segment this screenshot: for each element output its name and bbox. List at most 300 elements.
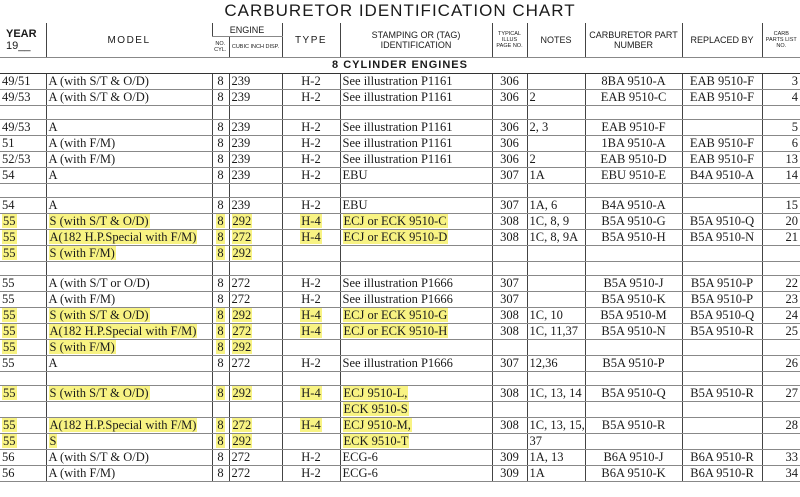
model-cell-text: A(182 H.P.Special with F/M) [49, 230, 197, 244]
cylinders-cell-text: 8 [217, 246, 224, 260]
cylinders-cell-text: 8 [217, 152, 224, 166]
model-cell [46, 214, 212, 230]
displacement-cell-text: 292 [232, 386, 252, 400]
displacement-cell-text: 272 [231, 450, 251, 464]
carb-part-cell-text: B5A 9510-G [601, 214, 666, 228]
year-cell [0, 74, 46, 90]
cylinders-cell-text: 8 [217, 386, 224, 400]
cylinders-cell-text: 8 [217, 198, 224, 212]
replaced-by-cell [682, 230, 762, 246]
year-cell-text: 54 [2, 168, 15, 182]
page-title: CARBURETOR IDENTIFICATION CHART [224, 1, 576, 20]
stamping-cell [340, 276, 492, 292]
displacement-cell [229, 308, 282, 324]
stamping-cell [340, 90, 492, 106]
replaced-by-cell-text: B5A 9510-Q [689, 214, 755, 228]
empty-cell [340, 372, 492, 386]
year-cell [0, 230, 46, 246]
header-model: MODEL [46, 23, 212, 58]
table-row [0, 230, 800, 246]
year-cell [0, 386, 46, 402]
replaced-by-cell [682, 276, 762, 292]
stamping-cell [340, 466, 492, 482]
cylinders-cell-text: 8 [217, 356, 224, 370]
displacement-cell [229, 120, 282, 136]
year-cell [0, 356, 46, 372]
illus-page-cell-text: 308 [500, 418, 519, 432]
carb-part-cell [585, 324, 682, 340]
displacement-cell [229, 466, 282, 482]
empty-cell [282, 106, 340, 120]
stamping-cell [340, 308, 492, 324]
stamping-cell [340, 120, 492, 136]
year-cell-text: 51 [2, 136, 15, 150]
section-title: 8 CYLINDER ENGINES [0, 58, 800, 74]
illus-page-cell-text: 307 [500, 168, 519, 182]
stamping-cell-text: ECJ or ECK 9510-H [343, 324, 448, 338]
replaced-by-cell [682, 292, 762, 308]
illus-page-cell-text: 307 [500, 356, 519, 370]
carb-part-cell [585, 418, 682, 434]
notes-cell [527, 168, 585, 184]
stamping-cell-text: ECJ or ECK 9510-G [343, 308, 448, 322]
carb-part-cell [585, 74, 682, 90]
empty-cell [682, 262, 762, 276]
cylinders-cell-text: 8 [217, 276, 224, 290]
stamping-cell-text: ECK 9510-T [343, 434, 409, 448]
empty-cell [0, 184, 46, 198]
stamping-cell [340, 214, 492, 230]
model-cell-text: A (with F/M) [48, 466, 116, 480]
stamping-cell-text: ECJ 9510-L, [343, 386, 408, 400]
model-cell [46, 74, 212, 90]
type-cell-text: H-2 [301, 136, 321, 150]
notes-cell-text: 1A, 13 [529, 450, 564, 464]
header-cubic-inch: CUBIC INCH DISP. [229, 37, 282, 58]
type-cell-text: H-2 [301, 198, 321, 212]
empty-cell [762, 372, 800, 386]
replaced-by-cell [682, 120, 762, 136]
parts-list-cell-text: 21 [785, 230, 799, 244]
carb-part-cell-text: EAB 9510-F [601, 120, 666, 134]
table-row [0, 324, 800, 340]
table-row [0, 356, 800, 372]
type-cell-text: H-2 [301, 120, 321, 134]
model-cell [46, 418, 212, 434]
parts-list-cell [762, 292, 800, 308]
displacement-cell-text: 272 [231, 276, 251, 290]
displacement-cell-text: 272 [231, 466, 251, 480]
model-cell-text: A (with F/M) [48, 136, 116, 150]
parts-list-cell-text: 3 [791, 74, 799, 88]
displacement-cell-text: 292 [232, 246, 252, 260]
header-stamping: STAMPING OR (TAG) IDENTIFICATION [340, 23, 492, 58]
cylinders-cell [212, 74, 229, 90]
notes-cell [527, 90, 585, 106]
carb-part-cell [585, 198, 682, 214]
carb-part-cell-text: B5A 9510-N [601, 324, 666, 338]
cylinders-cell [212, 434, 229, 450]
table-row [0, 214, 800, 230]
displacement-cell [229, 136, 282, 152]
table-row [0, 246, 800, 262]
replaced-by-cell [682, 356, 762, 372]
illus-page-cell [492, 168, 527, 184]
empty-cell [229, 106, 282, 120]
illus-page-cell [492, 198, 527, 214]
empty-cell [212, 262, 229, 276]
stamping-cell-text: See illustration P1666 [342, 292, 453, 306]
illus-page-cell [492, 386, 527, 402]
type-cell [282, 340, 340, 356]
illus-page-cell-text: 307 [500, 276, 519, 290]
notes-cell [527, 356, 585, 372]
year-cell-text: 55 [2, 292, 15, 306]
empty-cell [585, 184, 682, 198]
illus-page-cell-text: 309 [500, 450, 519, 464]
parts-list-cell [762, 340, 800, 356]
year-cell-text: 55 [2, 356, 15, 370]
model-cell [46, 402, 212, 418]
stamping-cell-text: EBU [342, 168, 368, 182]
carb-part-cell-text: B5A 9510-K [601, 292, 666, 306]
year-cell-text: 49/53 [2, 90, 31, 104]
model-cell-text: A(182 H.P.Special with F/M) [49, 324, 197, 338]
stamping-cell [340, 386, 492, 402]
table-row [0, 466, 800, 482]
type-cell [282, 308, 340, 324]
illus-page-cell [492, 340, 527, 356]
parts-list-cell-text: 14 [785, 168, 799, 182]
displacement-cell [229, 230, 282, 246]
empty-cell [46, 184, 212, 198]
parts-list-cell-text: 33 [785, 450, 799, 464]
notes-cell [527, 230, 585, 246]
displacement-cell [229, 434, 282, 450]
stamping-cell-text: ECJ or ECK 9510-C [343, 214, 447, 228]
year-cell [0, 324, 46, 340]
model-cell-text: A [48, 120, 58, 134]
displacement-cell [229, 90, 282, 106]
carb-part-cell [585, 168, 682, 184]
carb-part-cell [585, 152, 682, 168]
notes-cell [527, 308, 585, 324]
model-cell-text: A (with S/T & O/D) [48, 90, 149, 104]
year-cell-text: 55 [3, 340, 16, 354]
type-cell-text: H-2 [301, 292, 321, 306]
table-row [0, 402, 800, 418]
replaced-by-cell-text: EAB 9510-F [689, 90, 755, 104]
parts-list-cell-text: 20 [785, 214, 799, 228]
empty-cell [0, 372, 46, 386]
carb-part-cell-text: B5A 9510-R [601, 418, 666, 432]
year-cell [0, 340, 46, 356]
carb-part-cell [585, 90, 682, 106]
carb-part-cell-text: EAB 9510-C [600, 90, 667, 104]
year-cell-text: 52/53 [2, 152, 31, 166]
stamping-cell [340, 418, 492, 434]
illus-page-cell-text: 306 [500, 136, 519, 150]
year-cell-text: 49/51 [2, 74, 31, 88]
empty-cell [282, 184, 340, 198]
empty-cell [340, 106, 492, 120]
year-cell [0, 214, 46, 230]
type-cell [282, 386, 340, 402]
year-cell-text: 49/53 [2, 120, 31, 134]
parts-list-cell [762, 402, 800, 418]
type-cell [282, 356, 340, 372]
displacement-cell [229, 402, 282, 418]
cylinders-cell [212, 246, 229, 262]
model-cell [46, 340, 212, 356]
replaced-by-cell [682, 246, 762, 262]
type-cell [282, 90, 340, 106]
notes-cell-text: 2 [529, 90, 536, 104]
type-cell-text: H-2 [301, 466, 321, 480]
stamping-cell-text: EBU [342, 198, 368, 212]
replaced-by-cell [682, 466, 762, 482]
type-cell-text: H-4 [301, 214, 321, 228]
notes-cell [527, 120, 585, 136]
illus-page-cell-text: 308 [500, 230, 519, 244]
replaced-by-cell-text: B5A 9510-R [690, 386, 754, 400]
empty-cell [229, 372, 282, 386]
cylinders-cell-text: 8 [217, 466, 224, 480]
year-cell-text: 56 [2, 466, 15, 480]
model-cell-text: A (with S/T or O/D) [48, 276, 150, 290]
model-cell [46, 168, 212, 184]
carb-part-cell-text: 1BA 9510-A [601, 136, 666, 150]
table-row [0, 386, 800, 402]
notes-cell [527, 74, 585, 90]
empty-cell [229, 184, 282, 198]
type-cell [282, 292, 340, 308]
model-cell [46, 434, 212, 450]
stamping-cell-text: ECG-6 [342, 466, 378, 480]
carb-part-cell [585, 340, 682, 356]
displacement-cell-text: 272 [231, 356, 251, 370]
stamping-cell-text: See illustration P1666 [342, 276, 453, 290]
illus-page-cell [492, 308, 527, 324]
notes-cell [527, 418, 585, 434]
empty-cell [585, 106, 682, 120]
cylinders-cell [212, 340, 229, 356]
displacement-cell [229, 418, 282, 434]
cylinders-cell [212, 292, 229, 308]
year-cell [0, 292, 46, 308]
cylinders-cell [212, 450, 229, 466]
year-cell [0, 168, 46, 184]
replaced-by-cell [682, 168, 762, 184]
type-cell-text: H-4 [301, 418, 321, 432]
carb-part-cell [585, 386, 682, 402]
cylinders-cell-text: 8 [217, 74, 224, 88]
table-row [0, 168, 800, 184]
replaced-by-cell-text: EAB 9510-F [689, 152, 755, 166]
displacement-cell-text: 272 [232, 418, 252, 432]
model-cell [46, 246, 212, 262]
type-cell [282, 434, 340, 450]
stamping-cell [340, 74, 492, 90]
stamping-cell-text: See illustration P1161 [342, 74, 453, 88]
parts-list-cell-text: 25 [785, 324, 799, 338]
empty-cell [212, 106, 229, 120]
year-cell-text: 55 [3, 324, 16, 338]
notes-cell-text: 1C, 13, 15, [529, 418, 585, 432]
empty-cell [762, 184, 800, 198]
cylinders-cell [212, 90, 229, 106]
stamping-cell [340, 434, 492, 450]
stamping-cell [340, 450, 492, 466]
notes-cell [527, 214, 585, 230]
empty-cell [212, 372, 229, 386]
header-typical-illus: TYPICAL ILLUS PAGE NO. [492, 23, 527, 58]
displacement-cell-text: 239 [231, 168, 251, 182]
notes-cell-text: 37 [529, 434, 543, 448]
stamping-cell [340, 168, 492, 184]
carb-part-cell [585, 402, 682, 418]
replaced-by-cell-text: B5A 9510-P [690, 276, 754, 290]
carb-part-cell-text: EBU 9510-E [601, 168, 666, 182]
carb-part-cell [585, 246, 682, 262]
illus-page-cell [492, 246, 527, 262]
replaced-by-cell [682, 90, 762, 106]
cylinders-cell-text: 8 [217, 434, 224, 448]
stamping-cell-text: ECJ 9510-M, [343, 418, 411, 432]
parts-list-cell-text: 22 [785, 276, 799, 290]
carburetor-chart-table [0, 23, 800, 482]
model-cell [46, 356, 212, 372]
type-cell [282, 214, 340, 230]
cylinders-cell [212, 214, 229, 230]
parts-list-cell [762, 466, 800, 482]
stamping-cell-text: ECJ or ECK 9510-D [343, 230, 448, 244]
stamping-cell [340, 340, 492, 356]
replaced-by-cell-text: B6A 9510-R [690, 466, 754, 480]
type-cell-text: H-2 [301, 450, 321, 464]
replaced-by-cell [682, 74, 762, 90]
illus-page-cell-text: 307 [500, 198, 519, 212]
notes-cell-text: 1A [529, 466, 545, 480]
displacement-cell-text: 272 [231, 292, 251, 306]
type-cell [282, 198, 340, 214]
cylinders-cell [212, 136, 229, 152]
table-row [0, 340, 800, 356]
model-cell-text: S (with F/M) [49, 340, 115, 354]
stamping-cell-text: ECG-6 [342, 450, 378, 464]
replaced-by-cell-text: B5A 9510-R [690, 324, 754, 338]
displacement-cell [229, 386, 282, 402]
cylinders-cell [212, 402, 229, 418]
table-row [0, 90, 800, 106]
model-cell [46, 120, 212, 136]
illus-page-cell [492, 356, 527, 372]
year-cell [0, 136, 46, 152]
parts-list-cell [762, 276, 800, 292]
parts-list-cell [762, 356, 800, 372]
empty-cell [492, 372, 527, 386]
model-cell-text: A (with S/T & O/D) [48, 450, 149, 464]
carb-part-cell-text: B5A 9510-H [601, 230, 666, 244]
type-cell [282, 418, 340, 434]
stamping-cell [340, 402, 492, 418]
year-cell [0, 90, 46, 106]
parts-list-cell-text: 23 [785, 292, 799, 306]
parts-list-cell-text: 27 [785, 386, 799, 400]
displacement-cell-text: 239 [231, 152, 251, 166]
cylinders-cell [212, 168, 229, 184]
year-cell-text: 55 [3, 230, 16, 244]
illus-page-cell [492, 90, 527, 106]
empty-cell [585, 372, 682, 386]
cylinders-cell [212, 386, 229, 402]
parts-list-cell-text: 24 [785, 308, 799, 322]
type-cell [282, 450, 340, 466]
type-cell-text: H-4 [301, 324, 321, 338]
model-cell [46, 308, 212, 324]
type-cell-text: H-2 [301, 152, 321, 166]
displacement-cell-text: 292 [232, 434, 252, 448]
notes-cell [527, 292, 585, 308]
notes-cell [527, 136, 585, 152]
notes-cell [527, 276, 585, 292]
carb-part-cell [585, 450, 682, 466]
empty-cell [340, 262, 492, 276]
notes-cell-text: 12,36 [529, 356, 558, 370]
type-cell-text: H-2 [301, 356, 321, 370]
stamping-cell [340, 152, 492, 168]
replaced-by-cell-text: EAB 9510-F [689, 74, 755, 88]
spacer-row [0, 184, 800, 198]
notes-cell [527, 152, 585, 168]
notes-cell [527, 434, 585, 450]
displacement-cell-text: 239 [231, 90, 251, 104]
illus-page-cell [492, 152, 527, 168]
parts-list-cell [762, 230, 800, 246]
spacer-row [0, 106, 800, 120]
displacement-cell [229, 168, 282, 184]
parts-list-cell [762, 168, 800, 184]
year-cell-text: 55 [2, 276, 15, 290]
empty-cell [46, 106, 212, 120]
replaced-by-cell-text: B5A 9510-P [690, 292, 754, 306]
displacement-cell-text: 292 [232, 308, 252, 322]
model-cell-text: A (with F/M) [48, 152, 116, 166]
notes-cell-text: 1C, 13, 14 [529, 386, 582, 400]
model-cell [46, 90, 212, 106]
table-row [0, 198, 800, 214]
displacement-cell-text: 239 [231, 74, 251, 88]
empty-cell [492, 184, 527, 198]
replaced-by-cell [682, 308, 762, 324]
empty-cell [585, 262, 682, 276]
model-cell [46, 230, 212, 246]
cylinders-cell [212, 466, 229, 482]
year-cell [0, 246, 46, 262]
empty-cell [0, 262, 46, 276]
year-cell-text: 55 [3, 246, 16, 260]
notes-cell-text: 2, 3 [529, 120, 549, 134]
replaced-by-cell-text: B5A 9510-Q [689, 308, 755, 322]
header-parts-list: CARB PARTS LIST NO. [762, 23, 800, 58]
model-cell-text: S (with S/T & O/D) [49, 308, 149, 322]
header-type: TYPE [282, 23, 340, 58]
displacement-cell-text: 292 [232, 214, 252, 228]
parts-list-cell [762, 74, 800, 90]
replaced-by-cell [682, 214, 762, 230]
table-row [0, 120, 800, 136]
illus-page-cell-text: 308 [500, 324, 519, 338]
